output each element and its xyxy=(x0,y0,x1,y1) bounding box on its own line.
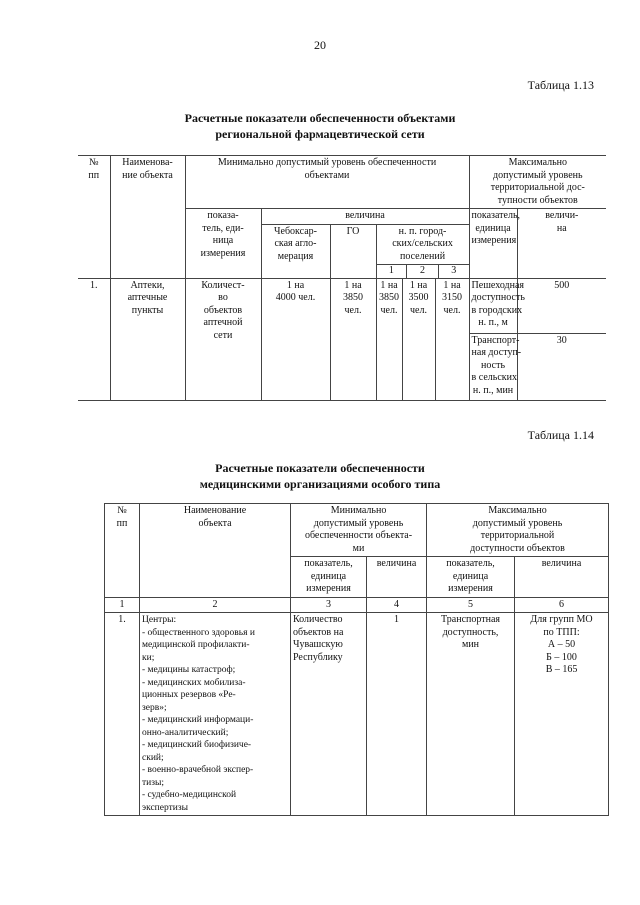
table-1-14-title xyxy=(0,460,640,492)
col-number: 3 xyxy=(291,597,367,613)
row-max2-indicator: Транспорт- ная доступ- ность в сельских н. п., мин xyxy=(469,333,517,400)
header-max-level: Максимально допустимый уровень территориальной доступности объектов xyxy=(427,504,609,557)
row-settlement-2: 1 на 3500 чел. xyxy=(402,278,435,400)
header-name: Наименова- ние объекта xyxy=(110,156,185,279)
header-max-indicator: показатель, единица измерения xyxy=(427,557,515,598)
header-name: Наименование объекта xyxy=(140,504,291,598)
header-min-indicator: показатель, единица измерения xyxy=(291,557,367,598)
header-max-value: величина xyxy=(515,557,609,598)
sub-col-1: 1 xyxy=(377,265,408,278)
row-min-indicator: Количество объектов на Чувашскую Республику xyxy=(291,613,367,816)
title-line: региональной фармацевтической сети xyxy=(215,127,425,141)
row-settlement-3: 1 на 3150 чел. xyxy=(435,278,469,400)
sub-col-2: 2 xyxy=(407,265,439,278)
row-max1-value: 500 xyxy=(517,278,606,333)
header-min-level: Минимально допустимый уровень обеспеченности объектами xyxy=(185,156,469,209)
row-max-value: Для групп МО по ТПП: А – 50 Б – 100 В – 165 xyxy=(515,613,609,816)
header-cheboksary: Чебоксар- ская агло- мерация xyxy=(261,224,330,278)
header-max-level: Максимально допустимый уровень территориальной дос- тупности объектов xyxy=(469,156,606,209)
col-number: 2 xyxy=(140,597,291,613)
row-indicator: Количест- во объектов аптечной сети xyxy=(185,278,261,400)
row-max1-indicator: Пешеходная доступность в городских н. п., м xyxy=(469,278,517,333)
sub-col-3: 3 xyxy=(451,265,457,276)
table-1-13-title xyxy=(0,110,640,142)
table-1-14-label: Таблица 1.14 xyxy=(527,428,594,442)
row-max-indicator: Транспортная доступность, мин xyxy=(427,613,515,816)
header-num: № пп xyxy=(105,504,140,598)
row-max2-value: 30 xyxy=(517,333,606,400)
table-1-13 xyxy=(78,155,606,401)
header-num: № пп xyxy=(78,156,110,279)
col-number: 6 xyxy=(515,597,609,613)
header-go: ГО xyxy=(330,224,376,278)
row-min-value: 1 xyxy=(367,613,427,816)
col-number: 1 xyxy=(105,597,140,613)
table-1-14 xyxy=(104,503,609,816)
header-settlements: н. п. город- ских/сельских поселений 1 2 3 xyxy=(376,224,469,278)
header-max-value: величи- на xyxy=(517,209,606,279)
row-num: 1. xyxy=(78,278,110,400)
row-name: Аптеки, аптечные пункты xyxy=(110,278,185,400)
title-line: Расчетные показатели обеспеченности xyxy=(215,461,425,475)
row-num: 1. xyxy=(105,613,140,816)
row-go: 1 на 3850 чел. xyxy=(330,278,376,400)
page-number: 20 xyxy=(314,38,326,52)
header-min-value: величина xyxy=(367,557,427,598)
header-indicator: показа- тель, еди- ница измерения xyxy=(185,209,261,279)
row-cheboksary: 1 на 4000 чел. xyxy=(261,278,330,400)
col-number: 5 xyxy=(427,597,515,613)
header-max-indicator: показатель, единица измерения xyxy=(469,209,517,279)
title-line: Расчетные показатели обеспеченности объектами xyxy=(184,111,456,125)
col-number: 4 xyxy=(367,597,427,613)
header-min-level: Минимально допустимый уровень обеспеченности объекта- ми xyxy=(291,504,427,557)
table-1-13-label: Таблица 1.13 xyxy=(527,78,594,92)
title-line: медицинскими организациями особого типа xyxy=(199,477,441,491)
row-settlement-1: 1 на 3850 чел. xyxy=(376,278,402,400)
row-name: Центры: - общественного здоровья и медицинской профилакти- ки; - медицины катастроф; - медицинских мобилиза- ционных резервов «Ре- зерв»; - медицинский информаци- онно-аналитический; - медицинский биофизиче- ский; - военно-врачебной экспер- тизы; - судебно-медицинской экспертизы xyxy=(140,613,291,816)
header-value: величина xyxy=(261,209,469,225)
